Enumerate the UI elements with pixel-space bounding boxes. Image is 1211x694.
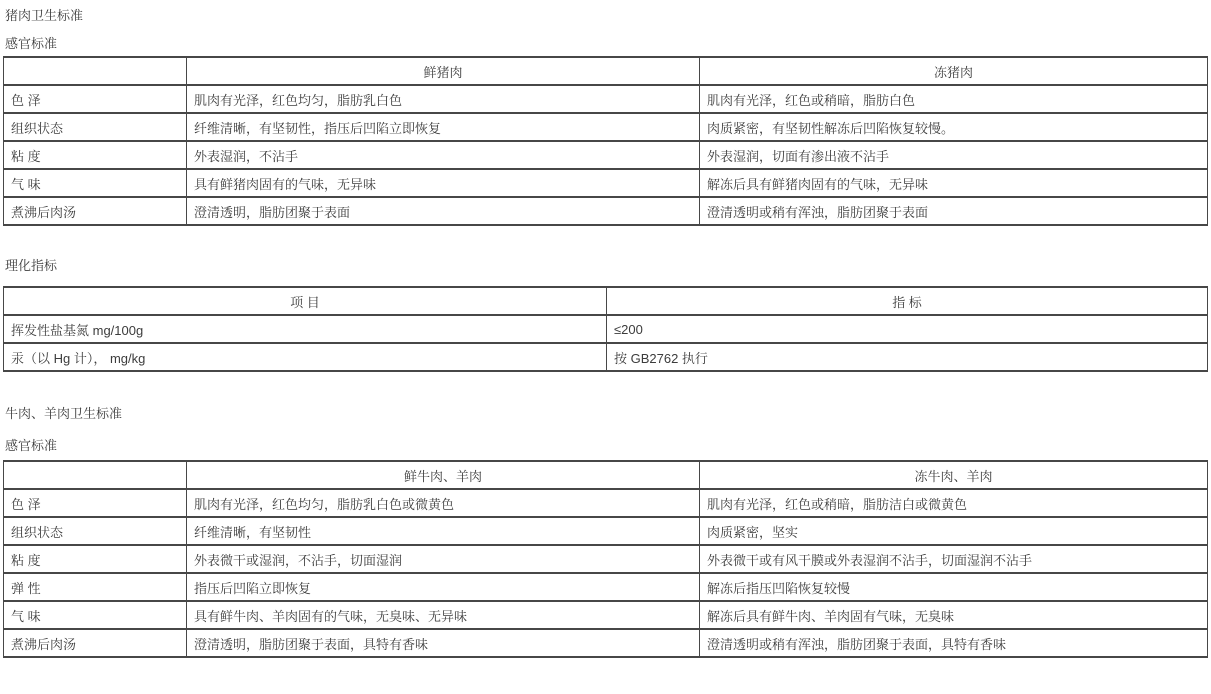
table-row xyxy=(4,573,1208,601)
frozen-value-cell: 解冻后具有鲜牛肉、羊肉固有气味，无臭味 xyxy=(700,601,1208,629)
pork-sensory-table xyxy=(3,56,1208,226)
value-cell: ≤200 xyxy=(607,315,1208,343)
fresh-value-cell: 外表湿润，不沾手 xyxy=(187,141,700,169)
fresh-value-cell: 肌肉有光泽，红色均匀，脂肪乳白色 xyxy=(187,85,700,113)
row-label-cell: 粘 度 xyxy=(4,545,187,573)
table-row xyxy=(4,113,1208,141)
fresh-value-cell: 指压后凹陷立即恢复 xyxy=(187,573,700,601)
frozen-value-cell: 肉质紧密，坚实 xyxy=(700,517,1208,545)
row-label-cell: 色 泽 xyxy=(4,489,187,517)
frozen-value-cell: 解冻后指压凹陷恢复较慢 xyxy=(700,573,1208,601)
table-row xyxy=(4,601,1208,629)
fresh-value-cell: 肌肉有光泽，红色均匀，脂肪乳白色或微黄色 xyxy=(187,489,700,517)
table-row xyxy=(4,141,1208,169)
item-header-cell: 项 目 xyxy=(4,287,607,315)
row-label-cell: 组织状态 xyxy=(4,113,187,141)
fresh-value-cell: 纤维清晰，有坚韧性 xyxy=(187,517,700,545)
fresh-value-cell: 具有鲜猪肉固有的气味，无异味 xyxy=(187,169,700,197)
frozen-value-cell: 肉质紧密，有坚韧性解冻后凹陷恢复较慢。 xyxy=(700,113,1208,141)
value-cell: 按 GB2762 执行 xyxy=(607,343,1208,371)
fresh-value-cell: 澄清透明，脂肪团聚于表面，具特有香味 xyxy=(187,629,700,657)
fresh-value-cell: 外表微干或湿润，不沾手，切面湿润 xyxy=(187,545,700,573)
frozen-value-cell: 外表湿润，切面有渗出液不沾手 xyxy=(700,141,1208,169)
row-label-cell: 粘 度 xyxy=(4,141,187,169)
pork-sensory-subtitle: 感官标准 xyxy=(5,36,58,51)
frozen-pork-header-cell: 冻猪肉 xyxy=(700,57,1208,85)
frozen-value-cell: 澄清透明或稍有浑浊，脂肪团聚于表面 xyxy=(700,197,1208,225)
table-header-row xyxy=(4,57,1208,85)
beef-mutton-sensory-subtitle: 感官标准 xyxy=(5,438,58,453)
table-row xyxy=(4,489,1208,517)
value-header-cell: 指 标 xyxy=(607,287,1208,315)
table-row xyxy=(4,517,1208,545)
table-row xyxy=(4,545,1208,573)
table-header-row xyxy=(4,461,1208,489)
fresh-value-cell: 澄清透明，脂肪团聚于表面 xyxy=(187,197,700,225)
item-cell: 挥发性盐基氮 mg/100g xyxy=(4,315,607,343)
empty-header-cell xyxy=(4,57,187,85)
fresh-value-cell: 纤维清晰，有坚韧性，指压后凹陷立即恢复 xyxy=(187,113,700,141)
beef-mutton-sensory-table xyxy=(3,460,1208,658)
table-header-row xyxy=(4,287,1208,315)
pork-section-title: 猪肉卫生标准 xyxy=(5,8,84,23)
frozen-value-cell: 澄清透明或稍有浑浊，脂肪团聚于表面，具特有香味 xyxy=(700,629,1208,657)
table-row xyxy=(4,629,1208,657)
physchem-table xyxy=(3,286,1208,372)
frozen-value-cell: 肌肉有光泽，红色或稍暗，脂肪洁白或微黄色 xyxy=(700,489,1208,517)
table-row xyxy=(4,315,1208,343)
item-cell: 汞（以 Hg 计）， mg/kg xyxy=(4,343,607,371)
fresh-pork-header-cell: 鲜猪肉 xyxy=(187,57,700,85)
row-label-cell: 色 泽 xyxy=(4,85,187,113)
frozen-beef-mutton-header-cell: 冻牛肉、羊肉 xyxy=(700,461,1208,489)
empty-header-cell xyxy=(4,461,187,489)
table-row xyxy=(4,197,1208,225)
table-row xyxy=(4,169,1208,197)
physchem-subtitle: 理化指标 xyxy=(5,258,58,273)
frozen-value-cell: 解冻后具有鲜猪肉固有的气味，无异味 xyxy=(700,169,1208,197)
fresh-value-cell: 具有鲜牛肉、羊肉固有的气味，无臭味、无异味 xyxy=(187,601,700,629)
row-label-cell: 气 味 xyxy=(4,169,187,197)
fresh-beef-mutton-header-cell: 鲜牛肉、羊肉 xyxy=(187,461,700,489)
frozen-value-cell: 外表微干或有风干膜或外表湿润不沾手，切面湿润不沾手 xyxy=(700,545,1208,573)
table-row xyxy=(4,85,1208,113)
row-label-cell: 组织状态 xyxy=(4,517,187,545)
row-label-cell: 气 味 xyxy=(4,601,187,629)
row-label-cell: 煮沸后肉汤 xyxy=(4,629,187,657)
row-label-cell: 煮沸后肉汤 xyxy=(4,197,187,225)
frozen-value-cell: 肌肉有光泽，红色或稍暗，脂肪白色 xyxy=(700,85,1208,113)
row-label-cell: 弹 性 xyxy=(4,573,187,601)
table-row xyxy=(4,343,1208,371)
beef-mutton-section-title: 牛肉、羊肉卫生标准 xyxy=(5,406,123,421)
